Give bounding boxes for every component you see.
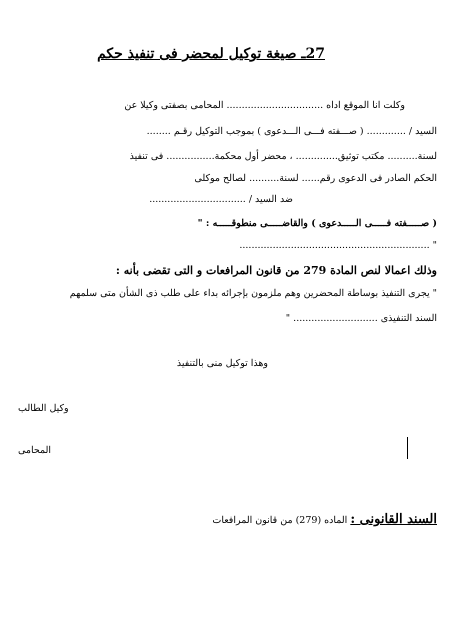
closing-line: وهذا توكيل منى بالتنفيذ — [176, 358, 268, 369]
line-6: ( صـــــفته فـــــى الـــــدعوى ) والقاضـــــى منطوقـــــه : " — [197, 218, 437, 229]
line-9: " يجرى التنفيذ بوساطة المحضرين وهم ملزمون بإجرائه بداء على طلب ذى الشأن متى سلمهم — [69, 288, 437, 299]
line-2-text: السيد / ............. ( صـــفته فـــى الـــدعوى ) بموجب التوكيل رقـم ........ — [146, 126, 437, 137]
article-heading: وذلك اعمالا لنص المادة 279 من قانون المرافعات و التى تقضى بأنه : — [115, 264, 437, 277]
sanad-label: السند القانونى : — [350, 512, 437, 527]
document-title: 27ـ صيغة توكيل لمحضر فى تنفيذ حكم — [97, 46, 325, 62]
line-3: لسنة.......... مكتب توثيق.............. ، محضر أول محكمة................ فى تنفيذ — [129, 151, 437, 162]
line-1: وكلت انا الموقع اداه ................................ المحامى بصفتى وكيلا عن — [124, 100, 405, 111]
sanad-text: الماده (279) من قانون المرافعات — [212, 515, 348, 526]
line-2 — [147, 126, 437, 138]
signature-line — [407, 437, 408, 459]
sanad-line — [212, 514, 437, 527]
line-7: " ............................................................... — [239, 240, 437, 251]
line-4: الحكم الصادر فى الدعوى رقم...... لسنة.......... لصالح موكلى — [194, 173, 437, 184]
line-5: ضد السيد / ................................ — [149, 194, 293, 205]
lawyer-label: المحامى — [18, 445, 52, 456]
agent-label: وكيل الطالب — [18, 403, 69, 414]
line-10: السند التنفيذى ............................ " — [285, 313, 437, 324]
